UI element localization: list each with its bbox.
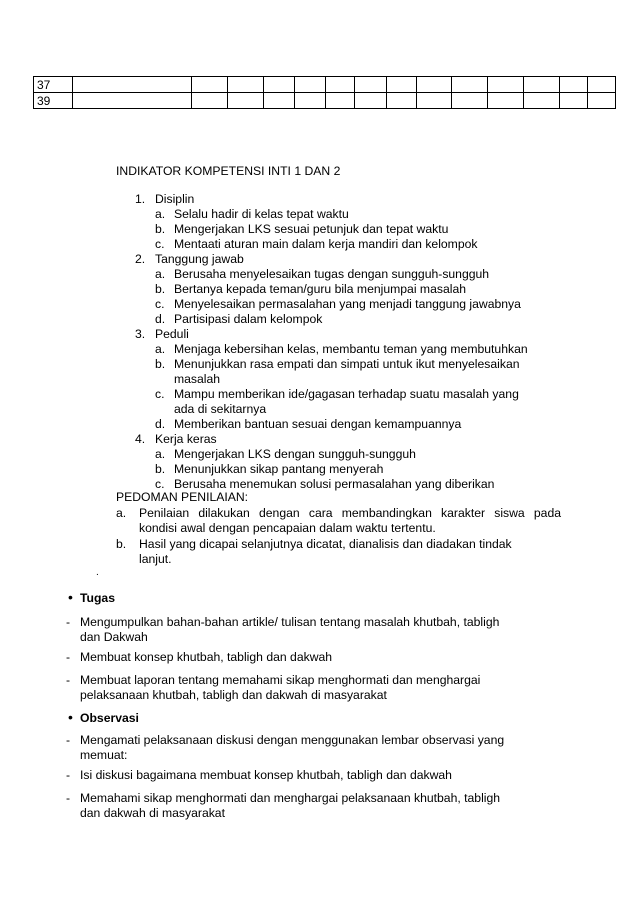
list-item: Mengamati pelaksanaan diskusi dengan menggunakan lembar observasi yang [80, 733, 505, 747]
item-text-continued: ada di sekitarnya [174, 402, 267, 416]
group-number: 4. [135, 432, 146, 446]
item-letter: a. [155, 447, 166, 461]
stray-dot: . [96, 567, 99, 578]
group-number: 2. [135, 252, 146, 266]
list-item: Membuat konsep khutbah, tabligh dan dakwah [80, 650, 333, 664]
bullet-icon: • [68, 709, 73, 725]
pedoman-text: Penilaian dilakukan dengan cara membandingkan karakter siswa pada [139, 506, 561, 520]
row-number: 37 [34, 77, 73, 93]
item-letter: d. [155, 417, 166, 431]
item-letter: b. [155, 282, 166, 296]
group-label: Peduli [155, 327, 189, 341]
list-item-continued: pelaksanaan khutbah, tabligh dan dakwah di masyarakat [80, 688, 387, 702]
item-letter: d. [155, 312, 166, 326]
table-row [34, 77, 616, 93]
item-letter: b. [116, 537, 127, 551]
dash-icon: - [66, 791, 71, 805]
item-text: Mengerjakan LKS dengan sungguh-sungguh [174, 447, 416, 461]
pedoman-text: Hasil yang dicapai selanjutnya dicatat, dianalisis dan diadakan tindak [139, 537, 512, 551]
item-text: Menunjukkan rasa empati dan simpati untuk ikut menyelesaikan [174, 357, 520, 371]
dash-icon: - [66, 615, 71, 629]
pedoman-text-continued: kondisi awal dengan pencapaian dalam waktu tertentu. [139, 521, 436, 535]
pedoman-text-continued: lanjut. [139, 552, 172, 566]
item-letter: a. [155, 207, 166, 221]
section-heading-observasi: Observasi [80, 711, 139, 725]
item-text: Selalu hadir di kelas tepat waktu [174, 207, 349, 221]
item-text: Menunjukkan sikap pantang menyerah [174, 462, 384, 476]
row-number: 39 [34, 93, 73, 109]
group-number: 3. [135, 327, 146, 341]
score-table [33, 76, 616, 109]
item-letter: c. [155, 237, 165, 251]
item-letter: a. [155, 342, 166, 356]
item-letter: c. [155, 477, 165, 491]
group-label: Kerja keras [155, 432, 217, 446]
group-label: Disiplin [155, 192, 195, 206]
item-letter: a. [155, 267, 166, 281]
section-heading-tugas: Tugas [80, 591, 115, 605]
item-text: Menyelesaikan permasalahan yang menjadi tanggung jawabnya [174, 297, 521, 311]
item-text-continued: masalah [174, 372, 221, 386]
list-item-continued: memuat: [80, 748, 128, 762]
item-letter: c. [155, 387, 165, 401]
list-item: Mengumpulkan bahan-bahan artikle/ tulisan tentang masalah khutbah, tabligh [80, 615, 500, 629]
list-item: Memahami sikap menghormati dan menghargai pelaksanaan khutbah, tabligh [80, 791, 501, 805]
item-text: Partisipasi dalam kelompok [174, 312, 323, 326]
dash-icon: - [66, 733, 71, 747]
pedoman-title: PEDOMAN PENILAIAN: [116, 490, 249, 504]
item-text: Mampu memberikan ide/gagasan terhadap suatu masalah yang [174, 387, 519, 401]
dash-icon: - [66, 650, 71, 664]
indikator-title: INDIKATOR KOMPETENSI INTI 1 DAN 2 [116, 164, 341, 178]
item-text: Memberikan bantuan sesuai dengan kemampuannya [174, 417, 462, 431]
item-text: Bertanya kepada teman/guru bila menjumpai masalah [174, 282, 466, 296]
dash-icon: - [66, 768, 71, 782]
list-item: Isi diskusi bagaimana membuat konsep khutbah, tabligh dan dakwah [80, 768, 452, 782]
item-letter: a. [116, 506, 127, 520]
group-number: 1. [135, 192, 146, 206]
item-text: Menjaga kebersihan kelas, membantu teman yang membutuhkan [174, 342, 528, 356]
item-letter: b. [155, 357, 166, 371]
item-letter: b. [155, 222, 166, 236]
list-item-continued: dan Dakwah [80, 630, 148, 644]
dash-icon: - [66, 673, 71, 687]
table-row [34, 93, 616, 109]
group-label: Tanggung jawab [155, 252, 244, 266]
item-text: Mentaati aturan main dalam kerja mandiri dan kelompok [174, 237, 478, 251]
list-item: Membuat laporan tentang memahami sikap menghormati dan menghargai [80, 673, 481, 687]
bullet-icon: • [68, 589, 73, 605]
item-text: Berusaha menemukan solusi permasalahan yang diberikan [174, 477, 495, 491]
item-text: Mengerjakan LKS sesuai petunjuk dan tepat waktu [174, 222, 449, 236]
item-letter: b. [155, 462, 166, 476]
list-item-continued: dan dakwah di masyarakat [80, 806, 225, 820]
item-letter: c. [155, 297, 165, 311]
item-text: Berusaha menyelesaikan tugas dengan sungguh-sungguh [174, 267, 490, 281]
